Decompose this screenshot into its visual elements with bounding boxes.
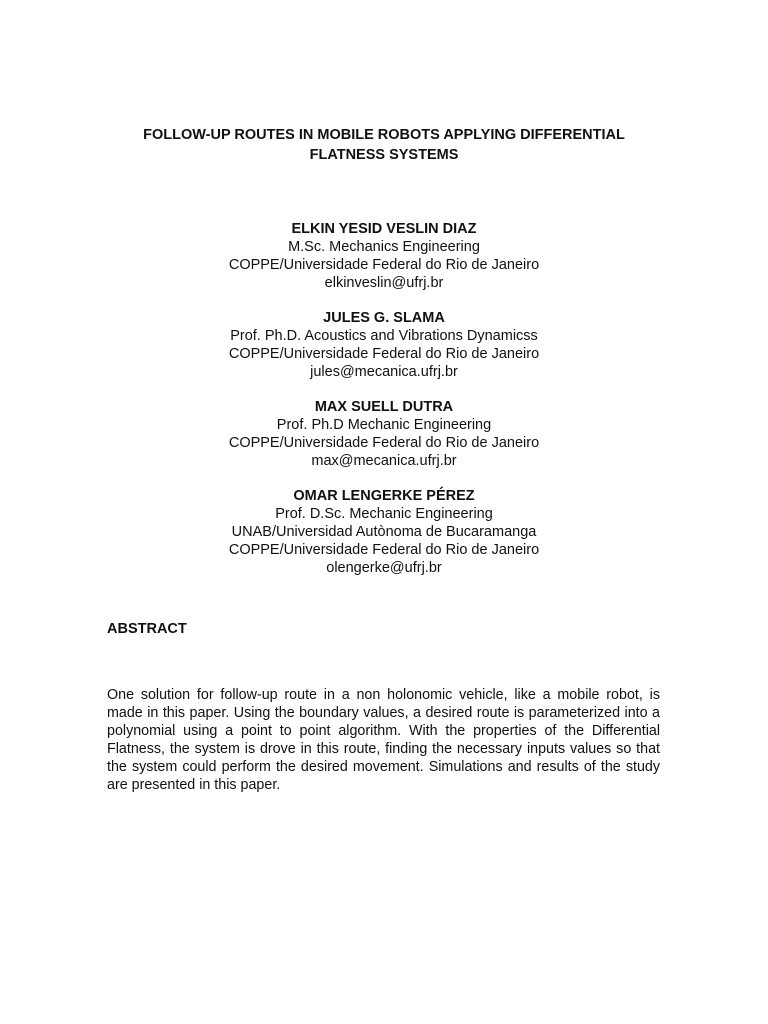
paper-title (100, 125, 668, 165)
author-name: JULES G. SLAMA (323, 310, 445, 326)
author-affiliation: UNAB/Universidad Autònoma de Bucaramanga (231, 524, 537, 540)
author-affiliation: COPPE/Universidade Federal do Rio de Janeiro (228, 257, 540, 273)
paper-title-line-1: FOLLOW-UP ROUTES IN MOBILE ROBOTS APPLYING DIFFERENTIAL (143, 127, 625, 143)
author-affiliation: COPPE/Universidade Federal do Rio de Janeiro (228, 435, 540, 451)
author-email: elkinveslin@ufrj.br (324, 275, 444, 291)
author-affiliation: COPPE/Universidade Federal do Rio de Janeiro (228, 346, 540, 362)
author-name: OMAR LENGERKE PÉREZ (293, 488, 475, 504)
author-email: olengerke@ufrj.br (326, 560, 442, 576)
author-name: ELKIN YESID VESLIN DIAZ (291, 221, 477, 237)
author-email: jules@mecanica.ufrj.br (310, 364, 458, 380)
author-block (150, 398, 618, 470)
author-block (150, 487, 618, 577)
author-degree: M.Sc. Mechanics Engineering (288, 239, 480, 255)
abstract-heading: ABSTRACT (107, 621, 187, 637)
author-name: MAX SUELL DUTRA (314, 399, 454, 415)
abstract-body: One solution for follow-up route in a non holonomic vehicle, like a mobile robot, is made in this paper. Using the boundary values, a desired route is parameterized into a polynomial using a point to point algorithm. With the properties of the Differential Flatness, the system is drove in this route, finding the necessary inputs values so that the system could perform the desired movement. Simulations and results of the study are presented in this paper. (107, 687, 660, 793)
author-degree: Prof. Ph.D. Acoustics and Vibrations Dynamicss (230, 328, 538, 344)
author-email: max@mecanica.ufrj.br (311, 453, 457, 469)
author-block (150, 220, 618, 292)
author-block (150, 309, 618, 381)
author-affiliation: COPPE/Universidade Federal do Rio de Janeiro (228, 542, 540, 558)
paper-title-line-2: FLATNESS SYSTEMS (309, 147, 459, 163)
author-degree: Prof. D.Sc. Mechanic Engineering (275, 506, 493, 522)
author-degree: Prof. Ph.D Mechanic Engineering (276, 417, 492, 433)
